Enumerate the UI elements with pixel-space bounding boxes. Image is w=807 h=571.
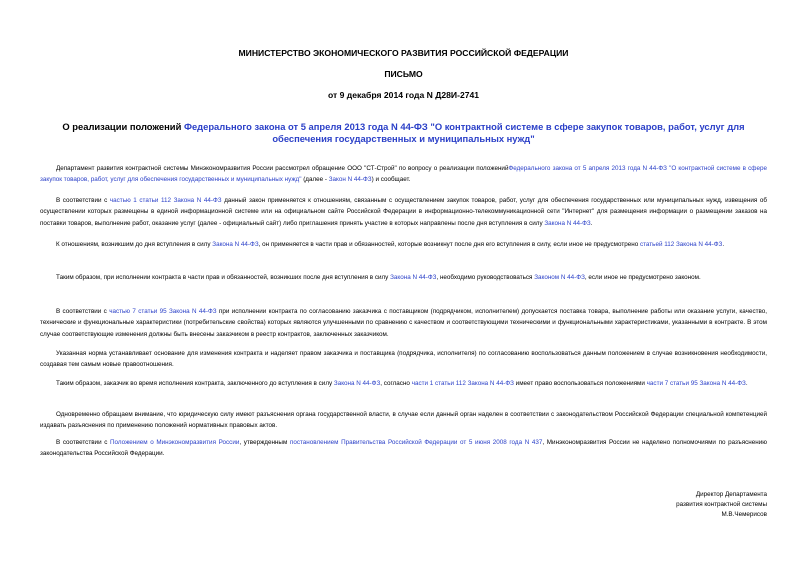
p9-text-1: В соответствии с	[56, 439, 111, 446]
p9-link-resolution[interactable]: постановлением Правительства Российской Федерации от 5 июня 2008 года N 437	[289, 439, 543, 446]
p4-link-law[interactable]: Закона N 44-ФЗ	[390, 274, 437, 281]
p2-link-law[interactable]: Закона N 44-ФЗ	[544, 219, 591, 227]
document-type: ПИСЬМО	[384, 69, 423, 79]
p4-link-law-2[interactable]: Законом N 44-ФЗ	[534, 274, 585, 281]
p3-link-law[interactable]: Закона N 44-ФЗ	[212, 241, 259, 248]
p3-text-1: К отношениям, возникшим до дня вступления в силу	[56, 241, 213, 248]
p1-text-1: Департамент развития контрактной системы Минэкономразвития России рассмотрел обращение ООО "СТ-Строй" по вопросу о реализации положений	[56, 165, 509, 172]
paragraph-1	[40, 163, 767, 186]
p2-text-2: данный закон применяется к отношениям, связанным с осуществлением закупок товаров, работ, услуг для обеспечения государственных или муниципальных нужд, извещения об осуществлении которых размещены в единой информационной системе или на официальном сайте Российской Федерации в информационно-телекоммуникационной сети "Интернет" для размещения информации о размещении заказов на поставки товаров, выполнение работ, оказание услуг (далее - официальный сайт) либо приглашения принять участие в которых направлены после дня вступления в силу	[40, 197, 768, 227]
signature-position: Директор Департамента	[695, 491, 767, 498]
signature-name: М.В.Чемерисов	[721, 511, 767, 519]
p7-text-2: , согласно	[380, 380, 412, 387]
p9-link-regulation[interactable]: Положением о Минэкономразвития России	[110, 439, 240, 446]
p5-text-2: при исполнении контракта по согласованию заказчика с поставщиком (подрядчиком, исполнителем) допускается поставка товара, выполнение работы или оказание услуги, качество, технические и функциональные характеристики (потребительские свойства) которых являются улучшенными по сравнению с качеством и соответствующими техническими и функциональными характеристиками, указанными в контракте. В этом случае соответствующие изменения должны быть внесены заказчиком в реестр контрактов, заключенных заказчиком.	[40, 308, 768, 338]
p5-text-1: В соответствии с	[56, 308, 110, 315]
p3-text-2: , он применяется в части прав и обязанностей, которые возникнут после дня его вступления в силу, если иное не предусмотрено	[258, 241, 640, 248]
p3-text-3: .	[722, 241, 725, 248]
p8-text-1: Одновременно обращаем внимание, что юридическую силу имеют разъяснения органа государственной власти, в случае если данный орган наделен в соответствии с законодательством Российской Федерации специальной компетенцией издавать разъяснения по применению положений нормативных правовых актов.	[40, 411, 767, 430]
document-title	[40, 121, 767, 145]
paragraph-6	[40, 348, 767, 371]
p7-link-article-112[interactable]: части 1 статьи 112 Закона N 44-ФЗ	[411, 380, 514, 387]
document-date-number: от 9 декабря 2014 года N Д28И-2741	[327, 90, 480, 100]
p7-text-3: имеет право воспользоваться положениями	[513, 380, 647, 387]
p1-text-3: ) и сообщает.	[371, 176, 411, 184]
paragraph-7	[40, 378, 767, 389]
p7-link-law[interactable]: Закона N 44-ФЗ	[333, 380, 381, 387]
paragraph-2	[40, 195, 767, 229]
paragraph-4	[40, 272, 767, 283]
p1-link-law[interactable]: Федерального закона от 5 апреля 2013 года N 44-ФЗ "О контрактной системе в сфере закупок товаров, работ, услуг для обеспечения государственных и муниципальных нужд"	[40, 165, 767, 184]
p5-link-article-95[interactable]: частью 7 статьи 95 Закона N 44-ФЗ	[109, 308, 217, 315]
signature-block	[676, 490, 767, 521]
title-law-link[interactable]: Федерального закона от 5 апреля 2013 года N 44-ФЗ "О контрактной системе в сфере закупок товаров, работ, услуг для обеспечения государственных и муниципальных нужд"	[183, 121, 745, 144]
p4-text-2: , необходимо руководствоваться	[436, 274, 535, 281]
p9-text-2: , утвержденным	[239, 439, 290, 446]
title-prefix: О реализации положений	[62, 121, 184, 132]
p4-text-1: Таким образом, при исполнении контракта в части прав и обязанностей, возникших после дня вступления в силу	[56, 274, 391, 281]
ministry-heading: МИНИСТЕРСТВО ЭКОНОМИЧЕСКОГО РАЗВИТИЯ РОССИЙСКОЙ ФЕДЕРАЦИИ	[238, 48, 569, 58]
signature-department: развития контрактной системы	[676, 501, 767, 509]
paragraph-9	[40, 437, 767, 460]
p1-link-law-short[interactable]: Закон N 44-ФЗ	[328, 176, 372, 184]
p2-text-1: В соответствии с	[56, 197, 110, 204]
p7-link-article-95[interactable]: части 7 статьи 95 Закона N 44-ФЗ	[646, 380, 746, 387]
p7-text-4: .	[745, 380, 748, 387]
p4-text-3: , если иное не предусмотрено законом.	[584, 274, 701, 281]
p2-text-3: .	[590, 219, 593, 227]
p3-link-article-112[interactable]: статьей 112 Закона N 44-ФЗ	[639, 241, 723, 248]
paragraph-5	[40, 306, 767, 340]
p2-link-article-112[interactable]: частью 1 статьи 112 Закона N 44-ФЗ	[109, 197, 222, 204]
p9-text-3: , Минэкономразвития России не наделено полномочиями по разъяснению законодательства Российской Федерации.	[40, 439, 767, 458]
p1-text-2: (далее -	[301, 176, 329, 184]
p7-text-1: Таким образом, заказчик во время исполнения контракта, заключенного до вступления в силу	[56, 380, 334, 387]
paragraph-8	[40, 409, 767, 432]
p6-text-1: Указанная норма устанавливает основание для изменения контракта и наделяет правом заказчика и поставщика (подрядчика, исполнителя) по согласованию воспользоваться данным положением в случае возникновения необходимости, создавая тем самым новые правоотношения.	[40, 350, 767, 369]
paragraph-3	[40, 239, 767, 250]
